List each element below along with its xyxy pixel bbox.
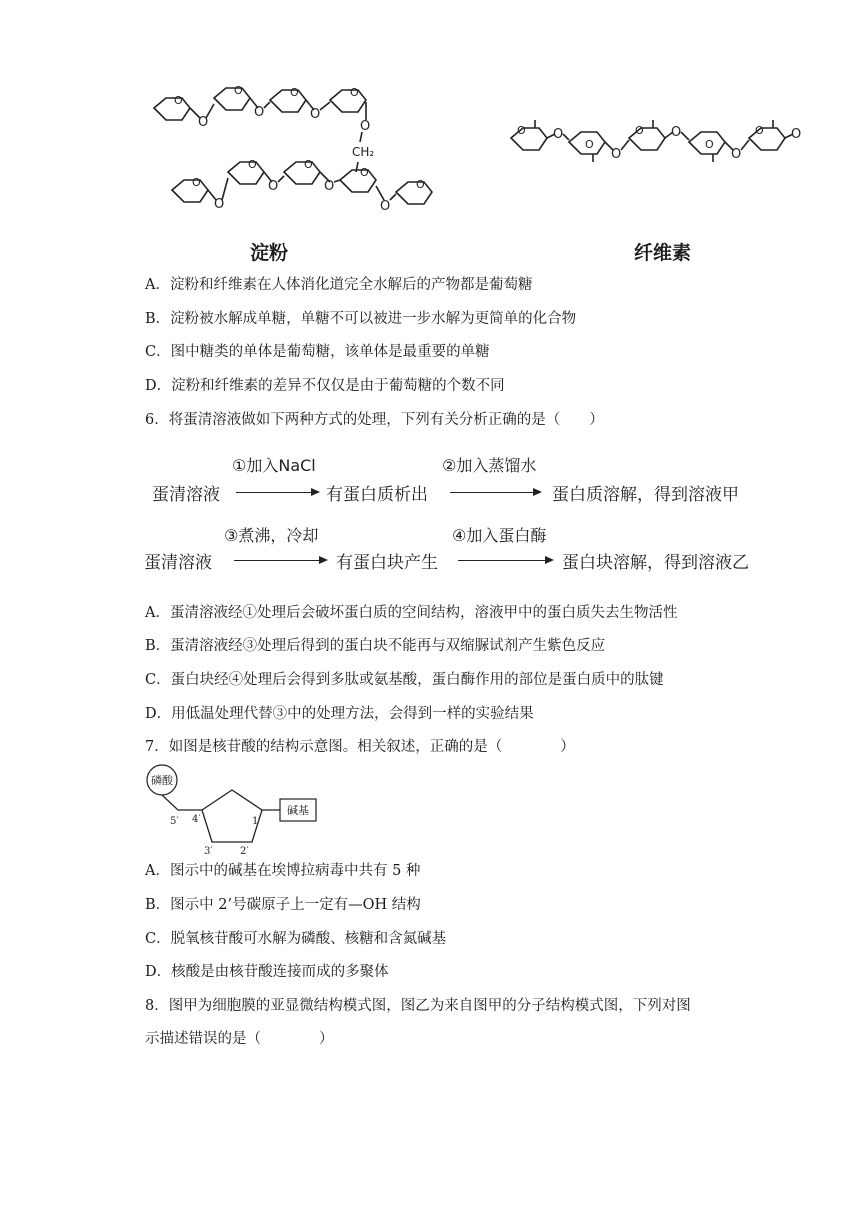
q5-option-d: D．淀粉和纤维素的差异不仅仅是由于葡萄糖的个数不同 (145, 378, 505, 394)
flow1-step1-label: ①加入NaCl (232, 456, 316, 475)
flow1-end: 蛋白质溶解，得到溶液甲 (552, 485, 739, 505)
svg-text:O: O (290, 86, 299, 99)
svg-text:O: O (731, 147, 742, 162)
flow2-step2-label: ④加入蛋白酶 (452, 526, 547, 545)
svg-text:O: O (350, 86, 359, 99)
flow1-start: 蛋清溶液 (152, 485, 220, 505)
q5-option-a: A．淀粉和纤维素在人体消化道完全水解后的产物都是葡萄糖 (145, 277, 533, 293)
flow1-step2-label: ②加入蒸馏水 (442, 456, 537, 475)
svg-text:O: O (254, 105, 265, 120)
q6-option-b: B．蛋清溶液经③处理后得到的蛋白块不能再与双缩脲试剂产生紫色反应 (145, 638, 606, 654)
svg-text:2′: 2′ (240, 846, 249, 856)
q6-option-a: A．蛋清溶液经①处理后会破坏蛋白质的空间结构，溶液甲中的蛋白质失去生物活性 (145, 605, 678, 621)
q7-stem: 7．如图是核苷酸的结构示意图。相关叙述，正确的是（ ） (145, 739, 575, 755)
starch-caption: 淀粉 (250, 242, 289, 264)
svg-text:O: O (705, 138, 714, 151)
flow2-end: 蛋白块溶解，得到溶液乙 (562, 553, 749, 573)
svg-text:O: O (234, 84, 243, 97)
cellulose-caption: 纤维素 (634, 242, 692, 264)
svg-text:O: O (174, 94, 183, 107)
flow2-step1-label: ③煮沸，冷却 (224, 526, 319, 545)
svg-text:O: O (380, 199, 391, 214)
q7-option-b: B．图示中 2’号碳原子上一定有—OH 结构 (145, 897, 421, 913)
flow1-arrow-2 (450, 492, 540, 493)
svg-text:O: O (304, 158, 313, 171)
svg-text:O: O (553, 127, 564, 142)
q7-option-c: C．脱氧核苷酸可水解为磷酸、核糖和含氮碱基 (145, 931, 447, 947)
svg-text:O: O (248, 158, 257, 171)
flow1-mid: 有蛋白质析出 (326, 485, 428, 505)
svg-text:O: O (755, 124, 764, 137)
svg-text:CH₂: CH₂ (352, 145, 375, 159)
svg-text:O: O (791, 127, 802, 142)
svg-text:O: O (671, 125, 682, 140)
q8-stem-line1: 8．图甲为细胞膜的亚显微结构模式图，图乙为来自图甲的分子结构模式图，下列对图 (145, 998, 691, 1014)
svg-text:O: O (198, 115, 209, 130)
svg-text:O: O (268, 179, 279, 194)
svg-text:O: O (192, 176, 201, 189)
svg-text:O: O (585, 138, 594, 151)
svg-text:O: O (310, 107, 321, 122)
flow1-arrow-1 (236, 492, 318, 493)
svg-text:4′: 4′ (192, 814, 201, 825)
flow2-start: 蛋清溶液 (144, 553, 212, 573)
q6-option-c: C．蛋白块经④处理后会得到多肽或氨基酸，蛋白酶作用的部位是蛋白质中的肽键 (145, 672, 664, 688)
starch-structure-diagram (140, 68, 470, 268)
svg-text:O: O (416, 178, 425, 191)
svg-text:O: O (360, 166, 369, 179)
svg-text:O: O (360, 119, 371, 134)
svg-text:5′: 5′ (170, 816, 179, 827)
flow2-arrow-2 (458, 560, 552, 561)
nucleotide-diagram (140, 762, 330, 856)
q6-option-d: D．用低温处理代替③中的处理方法，会得到一样的实验结果 (145, 706, 534, 722)
q8-stem-line2: 示描述错误的是（ ） (145, 1031, 334, 1047)
q6-stem: 6．将蛋清溶液做如下两种方式的处理，下列有关分析正确的是（ ） (145, 412, 604, 428)
q5-option-c: C．图中糖类的单体是葡萄糖，该单体是最重要的单糖 (145, 344, 490, 360)
flow2-mid: 有蛋白块产生 (336, 553, 438, 573)
phosphate-bond (162, 795, 202, 810)
svg-text:O: O (611, 147, 622, 162)
svg-text:1′: 1′ (252, 816, 261, 827)
svg-text:O: O (324, 179, 335, 194)
q7-option-a: A．图示中的碱基在埃博拉病毒中共有 5 种 (145, 863, 421, 879)
svg-text:磷酸: 磷酸 (151, 774, 173, 787)
q7-option-d: D．核酸是由核苷酸连接而成的多聚体 (145, 964, 389, 980)
cellulose-structure-diagram (505, 108, 815, 178)
q5-option-b: B．淀粉被水解成单糖，单糖不可以被进一步水解为更简单的化合物 (145, 311, 577, 327)
svg-text:O: O (214, 197, 225, 212)
svg-text:碱基: 碱基 (287, 804, 309, 817)
svg-text:O: O (517, 124, 526, 137)
svg-text:O: O (635, 124, 644, 137)
flow2-arrow-1 (234, 560, 326, 561)
svg-text:3′: 3′ (204, 846, 213, 856)
starch-chain-bottom (172, 162, 432, 204)
